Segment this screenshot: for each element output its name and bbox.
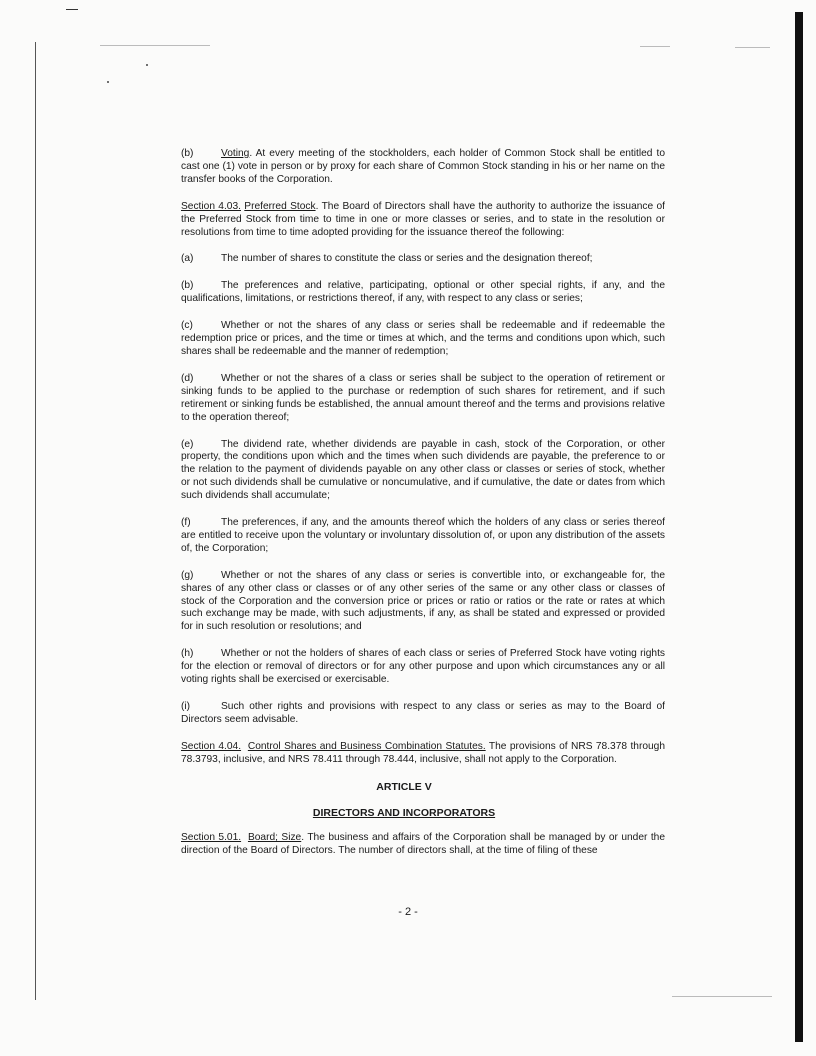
list-item-i: [143, 701, 665, 727]
list-item-b: [143, 280, 665, 306]
item-text: Whether or not the shares of any class or series is convertible into, or exchangeable for, the shares of any other class or classes or of any other series of the same or any other class or classes of stock of the Corporation and the conversion price or prices or ratio or ratios or the rate or rates at which such exchange may be made, with such adjustments, if any, as shall be stated and expressed or provided for in such resolution or resolutions; and: [181, 569, 665, 633]
item-text: Whether or not the shares of a class or series shall be subject to the operation of retirement or sinking funds to be applied to the purchase or redemption of such shares for retirement, and if such retirement or sinking funds be established, the annual amount thereof and the terms and provisions relative to the operation thereof;: [181, 372, 665, 423]
scan-speck: [672, 996, 772, 997]
list-item-e: [143, 439, 665, 504]
item-label: (i): [181, 701, 191, 712]
scan-mark-top: [66, 9, 78, 10]
item-label: (e): [181, 438, 194, 450]
article-title: ARTICLE V: [376, 780, 432, 793]
section-number: Section 4.04.: [181, 740, 242, 752]
item-text: Whether or not the shares of any class or series shall be redeemable and if redeemable the redemption price or prices, and the time or times at which, and the terms and conditions upon which, such shares shall be redeemable and the manner of redemption;: [181, 320, 665, 357]
scan-border-right: [795, 12, 803, 1042]
list-item-h: [143, 648, 665, 687]
section-5-01: Section 5.01. Board; Size. The business and affairs of the Corporation shall be managed by or under the direction of the Board of Directors. The number of directors shall, at the time of filing of these: [181, 832, 665, 857]
article-subtitle: DIRECTORS AND INCORPORATORS: [312, 806, 496, 819]
item-label: (b): [181, 280, 194, 292]
section-title: Control Shares and Business Combination Statutes.: [247, 740, 486, 752]
section-text: The business and affairs of the Corporation shall be managed by or under the direction of the Board of Directors. The number of directors shall, at the time of filing of these: [181, 832, 665, 857]
scan-edge-left: [35, 42, 36, 1000]
item-text: Such other rights and provisions with respect to any class or series as may to the Board of Directors seem advisable.: [181, 701, 665, 725]
item-label: (d): [181, 372, 194, 384]
item-label: (c): [181, 320, 193, 332]
item-label: (h): [181, 648, 194, 660]
list-item-g: [143, 570, 665, 635]
item-text: The preferences, if any, and the amounts thereof which the holders of any class or series thereof are entitled to receive upon the voluntary or involuntary dissolution of, or upon any distribution of the assets of, the Corporation;: [181, 517, 665, 554]
item-label: (b): [181, 148, 194, 159]
voting-paragraph: (b) Voting. At every meeting of the stockholders, each holder of Common Stock shall be entitled to cast one (1) vote in person or by proxy for each share of Common Stock standing in his or her name on the transfer books of the Corporation.: [181, 148, 665, 185]
item-label: (a): [181, 253, 194, 265]
voting-title: Voting: [221, 148, 250, 159]
voting-text: At every meeting of the stockholders, each holder of Common Stock shall be entitled to cast one (1) vote in person or by proxy for each share of Common Stock standing in his or her name on the transfer books of the Corporation.: [181, 148, 665, 185]
section-number: Section 4.03.: [181, 200, 241, 212]
document-body: [143, 148, 665, 872]
scan-dot: [107, 81, 109, 83]
list-item-d: [143, 373, 665, 425]
section-text: The Board of Directors shall have the authority to authorize the issuance of the Preferred Stock from time to time in one or more classes or series, and to state in the resolution or resolutions from time to time adopted providing for the issuance thereof the following:: [181, 200, 665, 238]
item-text: Whether or not the holders of shares of each class or series of Preferred Stock have voting rights for the election or removal of directors or for any other purpose and upon which circumstances any or all voting rights shall be exercised or exercisable.: [181, 648, 665, 686]
section-title: Board; Size: [247, 832, 302, 844]
scan-speck: [640, 46, 670, 47]
item-label: (g): [181, 569, 194, 581]
page-number: - 2 -: [398, 906, 418, 918]
list-item-f: [143, 517, 665, 556]
item-text: The number of shares to constitute the class or series and the designation thereof;: [221, 253, 593, 265]
item-text: The preferences and relative, participating, optional or other special rights, if any, and the qualifications, limitations, or restrictions thereof, if any, with respect to any class or series;: [181, 280, 665, 305]
section-4-04: [143, 741, 665, 767]
section-number: Section 5.01.: [181, 832, 242, 844]
scan-speck: [735, 47, 770, 48]
item-label: (f): [181, 517, 191, 529]
scan-speck: [100, 45, 210, 46]
list-item-a: [143, 253, 665, 266]
section-text: The provisions of NRS 78.378 through 78.3793, inclusive, and NRS 78.411 through 78.444, inclusive, shall not apply to the Corporation.: [181, 740, 665, 765]
section-4-03: Section 4.03. Preferred Stock. The Board of Directors shall have the authority to authorize the issuance of the Preferred Stock from time to time in one or more classes or series, and to state in the resolution or resolutions from time to time adopted providing for the issuance thereof the following:: [181, 200, 665, 238]
item-text: The dividend rate, whether dividends are payable in cash, stock of the Corporation, or other property, the conditions upon which and the times when such dividends are payable, the preference to or the relation to the payment of dividends payable on any other class or classes or series of stock, whether or not such dividends shall be cumulative or noncumulative, and if cumulative, the date or dates from which such dividends shall accumulate;: [181, 438, 665, 502]
scan-dot: [146, 64, 148, 66]
section-title: Preferred Stock: [244, 200, 316, 212]
list-item-c: [143, 320, 665, 359]
